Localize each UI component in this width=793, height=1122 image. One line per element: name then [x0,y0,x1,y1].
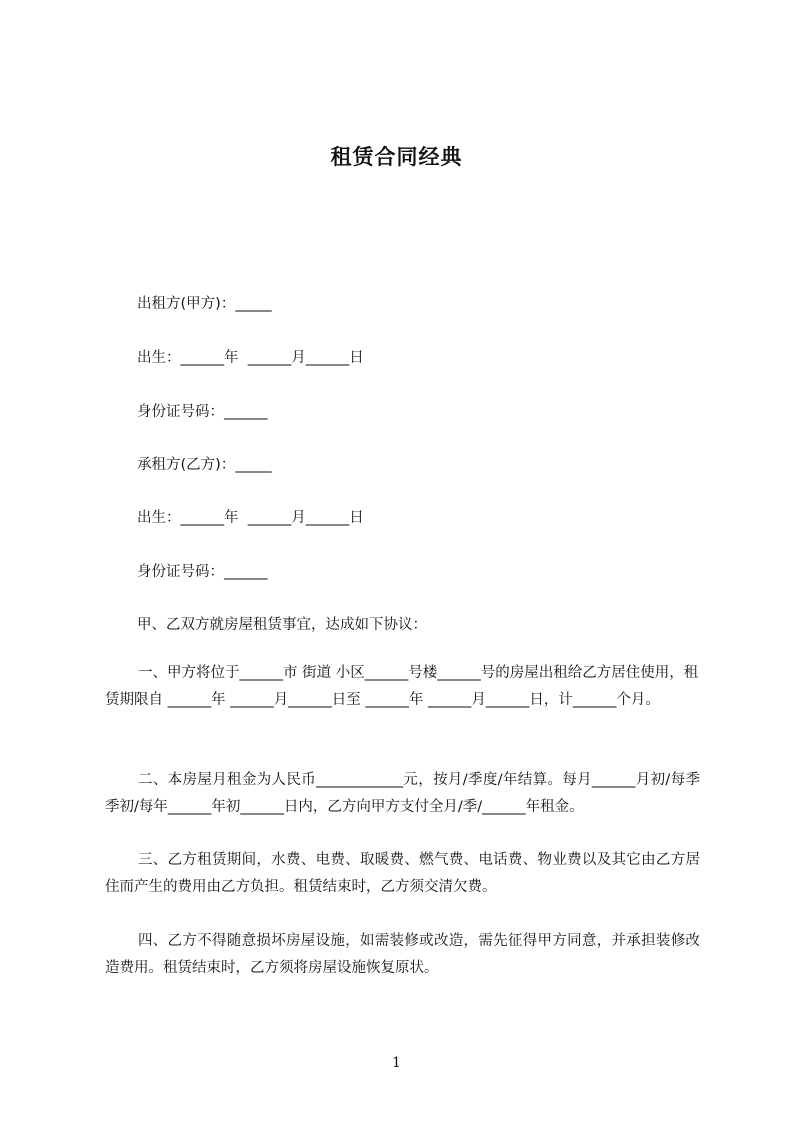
clause-4: 四、乙方不得随意损坏房屋设施，如需装修或改造，需先征得甲方同意，并承担装修改造费用。租赁结束时，乙方须将房屋设施恢复原状。 [105,933,700,976]
lessee-field: 承租方(乙方)：_____ [137,457,272,473]
document-title: 租赁合同经典 [330,145,463,169]
clause-1: 一、甲方将位于______市 街道 小区______号楼______号的房屋出租给乙方居住使用，租赁期限自 ______年 ______月______日至 ______年 ______月______日，计______个月。 [105,665,699,708]
lessor-id-field: 身份证号码：______ [137,404,268,420]
lessee-birth-field: 出生：______年 ______月______日 [137,510,364,526]
clause-2: 二、本房屋月租金为人民币____________元，按月/季度/年结算。每月______月初/每季季初/每年______年初______日内，乙方向甲方支付全月/季/______年租金。 [105,772,700,815]
clause-3: 三、乙方租赁期间，水费、电费、取暖费、燃气费、电话费、物业费以及其它由乙方居住而产生的费用由乙方负担。租赁结束时，乙方须交清欠费。 [105,852,700,895]
lessor-field: 出租方(甲方)：_____ [137,296,272,312]
agreement-intro: 甲、乙双方就房屋租赁事宜，达成如下协议： [137,617,427,633]
lessee-id-field: 身份证号码：______ [137,564,268,580]
lessor-birth-field: 出生：______年 ______月______日 [137,350,364,366]
page-number: 1 [392,1055,401,1071]
